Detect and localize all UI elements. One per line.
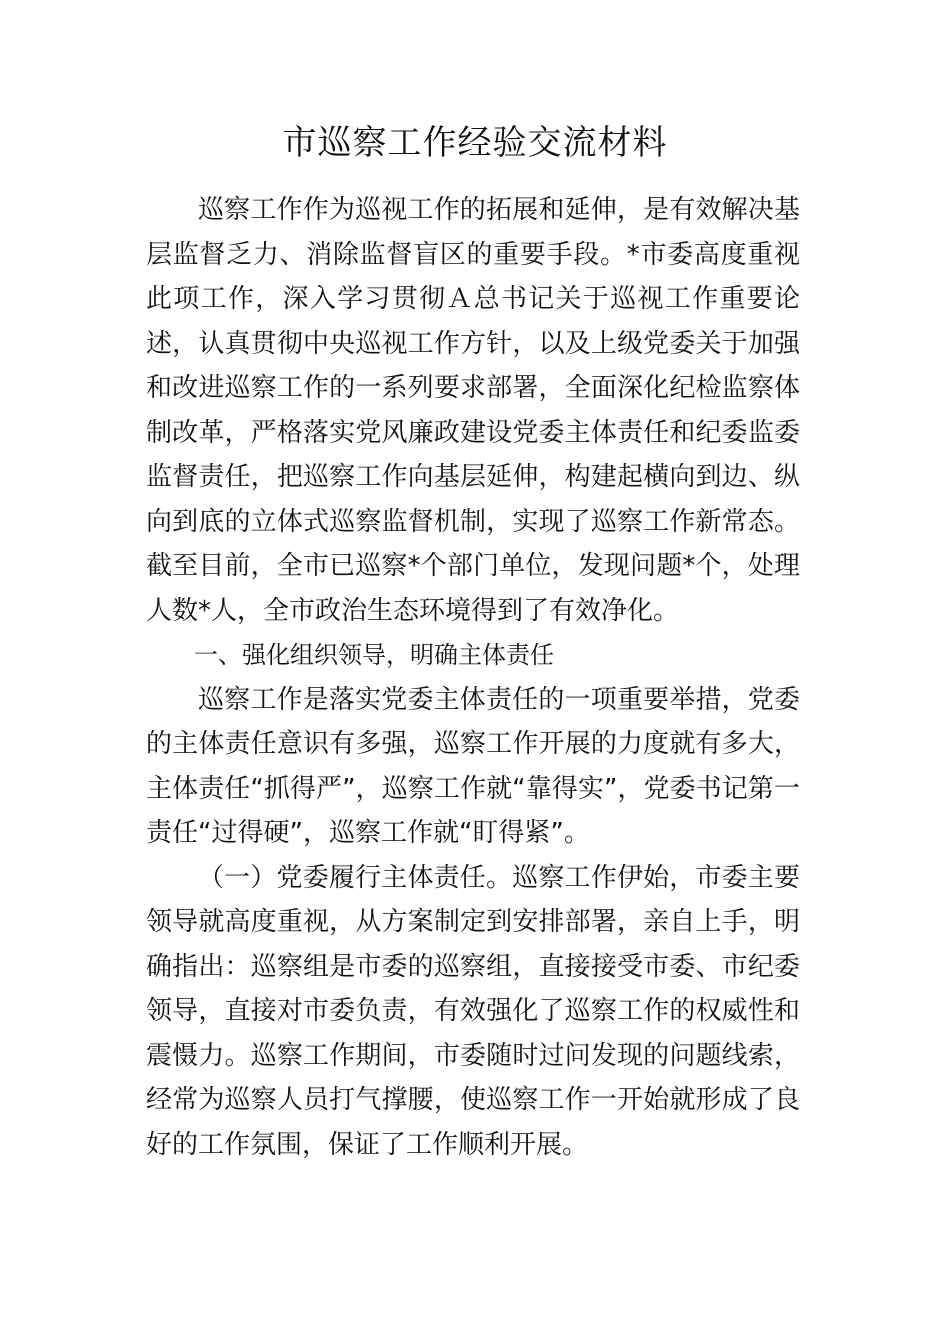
document-title: 市巡察工作经验交流材料: [282, 123, 668, 163]
section-heading-1: 一、强化组织领导，明确主体责任: [194, 641, 554, 669]
paragraph-intro: 巡察工作作为巡视工作的拓展和延伸，是有效解决基层监督乏力、消除监督盲区的重要手段。*市委高度重视此项工作，深入学习贯彻Ａ总书记关于巡视工作重要论述，认真贯彻中央巡视工作方针，以及上级党委关于加强和改进巡察工作的一系列要求部署，全面深化纪检监察体制改革，严格落实党风廉政建设党委主体责任和纪委监委监督责任，把巡察工作向基层延伸，构建起横向到边、纵向到底的立体式巡察监督机制，实现了巡察工作新常态。截至目前，全市已巡察*个部门单位，发现问题*个，处理人数*人，全市政治生态环境得到了有效净化。: [146, 195, 800, 626]
paragraph-section-1: 巡察工作是落实党委主体责任的一项重要举措，党委的主体责任意识有多强，巡察工作开展的力度就有多大，主体责任“抓得严”，巡察工作就“靠得实”，党委书记第一责任“过得硬”，巡察工作就“盯得紧”。: [146, 684, 800, 848]
document-body: [146, 188, 800, 1167]
paragraph-subsection-1: （一）党委履行主体责任。巡察工作伊始，市委主要领导就高度重视，从方案制定到安排部署，亲自上手，明确指出：巡察组是市委的巡察组，直接接受市委、市纪委领导，直接对市委负责，有效强化了巡察工作的权威性和震慑力。巡察工作期间，市委随时过问发现的问题线索，经常为巡察人员打气撑腰，使巡察工作一开始就形成了良好的工作氛围，保证了工作顺利开展。: [146, 862, 800, 1160]
